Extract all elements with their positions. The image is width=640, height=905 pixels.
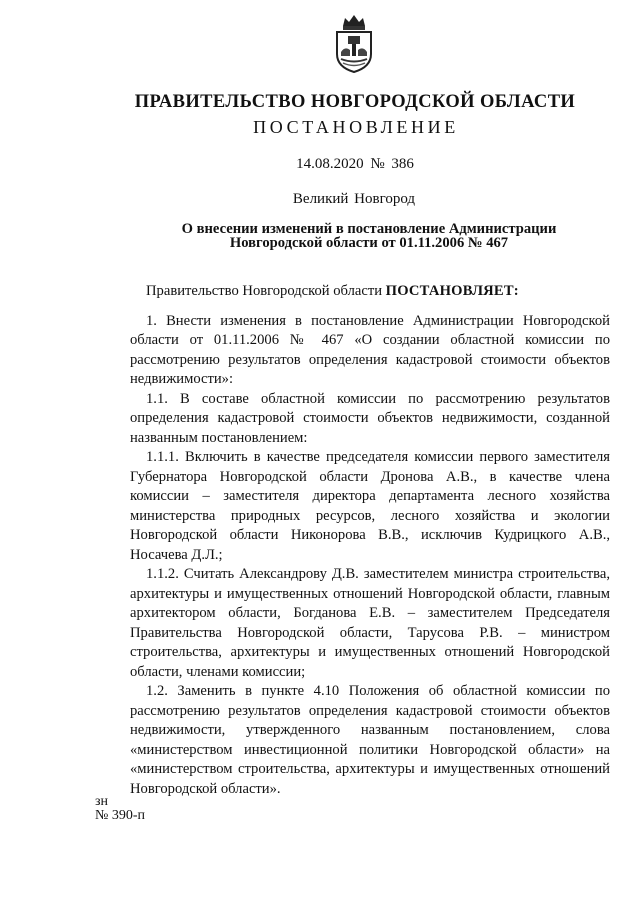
coat-of-arms-icon [333, 12, 375, 74]
subject-line-1: О внесении изменений в постановление Администрации [181, 221, 557, 237]
document-footer [95, 795, 145, 823]
paragraph-1-2: 1.2. Заменить в пункте 4.10 Положения об областной комиссии по рассмотрению результатов определения кадастровой стоимости объектов недвижимости, утвержденного названным постановлением, слова «министерством инвестиционной политики Новгородской области» на «министерством строительства, архитектуры и имущественных отношений Новгородской области». [130, 683, 610, 797]
paragraph-1-1-2: 1.1.2. Считать Александрову Д.В. заместителем министра строительства, архитектуры и имущественных отношений Новгородской области, главным архитектором области, Богданова Е.В. – заместителем Председателя Правительства Новгородской области, Тарусова Р.В. – министром строительства, архитектуры и имущественных отношений Новгородской области, членами комиссии; [130, 566, 610, 680]
document-body [130, 282, 610, 799]
lead-text: Правительство Новгородской области [146, 283, 386, 299]
government-title: ПРАВИТЕЛЬСТВО НОВГОРОДСКОЙ ОБЛАСТИ [134, 92, 576, 112]
paragraph-1: 1. Внести изменения в постановление Администрации Новгородской области от 01.11.2006 № 467 «О создании областной комиссии по рассмотрению результатов определения кадастровой стоимости объектов недвижимости»: [130, 312, 610, 387]
subject-line-2: Новгородской области от 01.11.2006 № 467 [229, 235, 509, 251]
paragraph-1-1-1: 1.1.1. Включить в качестве председателя комиссии первого заместителя Губернатора Новгородской области Дронова А.В., в качестве члена комиссии – заместителя директора департамента лесного хозяйства министерства природных ресурсов, лесного хозяйства и экологии Новгородской области Никонорова В.В., исключив Кудрицкого А.В., Носачева Д.Л.; [130, 449, 610, 563]
footer-number: № 390-п [95, 808, 146, 823]
lead-bold: ПОСТАНОВЛЯЕТ: [385, 283, 519, 299]
footer-initials: зн [95, 794, 109, 809]
document-city: Великий Новгород [292, 191, 416, 207]
document-date-number: 14.08.2020 № 386 [296, 156, 414, 172]
document-type: ПОСТАНОВЛЕНИЕ [253, 117, 459, 137]
document-subject [160, 222, 578, 250]
resolution-lead [130, 282, 610, 302]
paragraph-1-1: 1.1. В составе областной комиссии по рассмотрению результатов определения кадастровой стоимости объектов недвижимости, созданной названным постановлением: [130, 390, 610, 446]
